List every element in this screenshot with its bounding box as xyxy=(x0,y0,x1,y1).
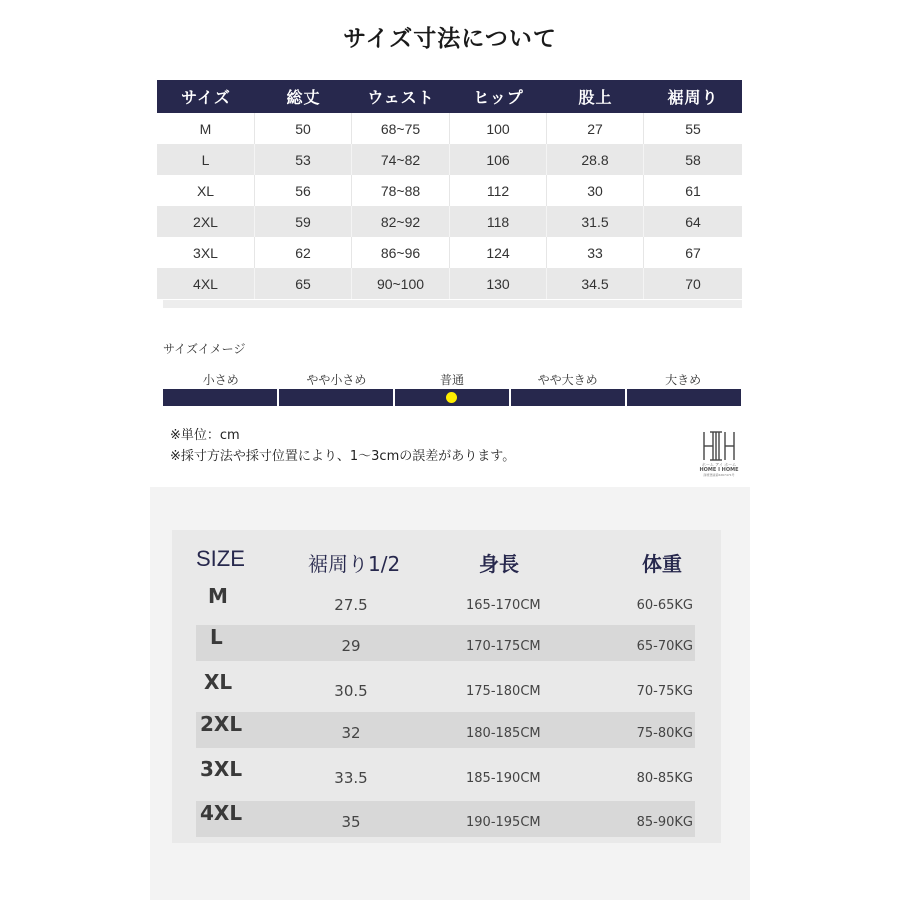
fit-label-normal: 普通 xyxy=(439,373,464,387)
fit-row: L 29 170-175CM 65-70KG xyxy=(196,625,695,661)
unit-note: ※単位：cm xyxy=(170,428,240,443)
fit-weight: 65-70KG xyxy=(636,639,693,654)
fit-segment-slightly-small xyxy=(279,389,393,406)
cell-waist: 90~100 xyxy=(352,268,450,299)
fit-height: 175-180CM xyxy=(466,684,541,699)
table-row xyxy=(157,268,742,299)
header-hip: ヒップ xyxy=(473,88,524,107)
header-size: SIZE xyxy=(196,546,245,571)
page-title: サイズ寸法について xyxy=(343,26,557,52)
cell-hip: 130 xyxy=(450,268,547,299)
hih-logo-icon xyxy=(701,430,737,462)
logo-name: HOME I HOME xyxy=(699,467,739,473)
fit-row: 2XL 32 180-185CM 75-80KG xyxy=(196,712,695,748)
header-total-length: 総丈 xyxy=(286,88,321,107)
fit-size: 2XL xyxy=(200,712,243,736)
cell-waist: 68~75 xyxy=(352,113,450,144)
cell-total-length: 53 xyxy=(255,144,352,175)
cell-waist: 78~88 xyxy=(352,175,450,206)
cell-total-length: 56 xyxy=(255,175,352,206)
cell-size: L xyxy=(157,144,255,175)
cell-total-length: 62 xyxy=(255,237,352,268)
cell-hem: 67 xyxy=(685,244,701,261)
cell-waist: 74~82 xyxy=(352,144,450,175)
fit-scale xyxy=(163,371,741,406)
fit-label-slightly-large: やや大きめ xyxy=(537,373,598,387)
cell-hip: 100 xyxy=(450,113,547,144)
notes xyxy=(170,425,515,467)
header-height: 身長 xyxy=(479,552,519,576)
cell-hip: 124 xyxy=(450,237,547,268)
table-row xyxy=(157,206,742,237)
fit-size: 4XL xyxy=(200,801,243,825)
cell-size: 2XL xyxy=(157,206,255,237)
fit-row: M 27.5 165-170CM 60-65KG xyxy=(208,584,693,614)
fit-segment-small xyxy=(163,389,277,406)
table-row xyxy=(157,175,742,206)
fit-scale-bars xyxy=(163,389,741,406)
cell-rise: 34.5 xyxy=(547,268,644,299)
cell-hip: 106 xyxy=(450,144,547,175)
cell-rise: 30 xyxy=(547,175,644,206)
header-weight: 体重 xyxy=(642,552,682,576)
cell-total-length: 65 xyxy=(255,268,352,299)
cell-size: M xyxy=(157,113,255,144)
fit-label-large: 大きめ xyxy=(665,373,702,387)
fit-weight: 80-85KG xyxy=(636,771,693,786)
cell-size: XL xyxy=(157,175,255,206)
cell-hip: 118 xyxy=(450,206,547,237)
fit-size: 3XL xyxy=(200,757,243,781)
fit-table-header xyxy=(196,540,695,582)
measurement-table xyxy=(157,80,742,299)
cell-hem: 70 xyxy=(685,275,701,292)
cell-hem: 64 xyxy=(685,213,701,230)
fit-label-slightly-small: やや小さめ xyxy=(306,373,367,387)
table-row xyxy=(157,237,742,268)
fit-row: XL 30.5 175-180CM 70-75KG xyxy=(204,670,693,700)
cell-total-length: 50 xyxy=(255,113,352,144)
fit-weight: 70-75KG xyxy=(636,684,693,699)
fit-scale-labels xyxy=(163,371,741,389)
fit-weight: 60-65KG xyxy=(636,598,693,613)
fit-height: 165-170CM xyxy=(466,598,541,613)
cell-rise: 33 xyxy=(547,237,644,268)
fit-row: 3XL 33.5 185-190CM 80-85KG xyxy=(200,757,693,787)
brand-logo xyxy=(697,430,741,486)
fit-segment-large xyxy=(627,389,741,406)
fit-height: 170-175CM xyxy=(466,639,541,654)
header-rise: 股上 xyxy=(578,88,613,107)
cell-size: 3XL xyxy=(157,237,255,268)
table-row xyxy=(157,113,742,144)
fit-size: L xyxy=(210,625,223,649)
fit-segment-normal xyxy=(395,389,509,406)
cell-rise: 28.8 xyxy=(547,144,644,175)
size-image-label: サイズイメージ xyxy=(163,342,246,356)
cell-rise: 27 xyxy=(547,113,644,144)
cell-total-length: 59 xyxy=(255,206,352,237)
table-header-row xyxy=(157,80,742,113)
fit-height: 185-190CM xyxy=(466,771,541,786)
fit-row: 4XL 35 190-195CM 85-90KG xyxy=(196,801,695,837)
cell-waist: 82~92 xyxy=(352,206,450,237)
header-hem: 裾周り xyxy=(667,88,719,107)
error-note: ※採寸方法や採寸位置により、1～3cmの誤差があります。 xyxy=(170,449,516,464)
logo-kana: ホーム アイ ホーム xyxy=(701,462,737,467)
table-row xyxy=(157,144,742,175)
fit-size: XL xyxy=(204,670,233,694)
logo-tagline: 商標登録第6267471号 xyxy=(703,473,735,477)
header-waist: ウェスト xyxy=(367,88,435,107)
header-size: サイズ xyxy=(181,88,231,107)
fit-weight: 85-90KG xyxy=(636,815,693,830)
table-shadow xyxy=(163,300,742,308)
cell-hem: 55 xyxy=(685,120,701,137)
fit-height: 180-185CM xyxy=(466,726,541,741)
fit-label-small: 小さめ xyxy=(202,373,239,387)
fit-segment-slightly-large xyxy=(511,389,625,406)
fit-weight: 75-80KG xyxy=(636,726,693,741)
fit-height: 190-195CM xyxy=(466,815,541,830)
header-half-hem: 裾周り1/2 xyxy=(308,552,401,576)
cell-waist: 86~96 xyxy=(352,237,450,268)
cell-hem: 58 xyxy=(685,151,701,168)
fit-size: M xyxy=(208,584,228,608)
cell-hip: 112 xyxy=(450,175,547,206)
cell-size: 4XL xyxy=(157,268,255,299)
cell-rise: 31.5 xyxy=(547,206,644,237)
fit-marker-dot-icon xyxy=(446,392,457,403)
cell-hem: 61 xyxy=(685,182,701,199)
